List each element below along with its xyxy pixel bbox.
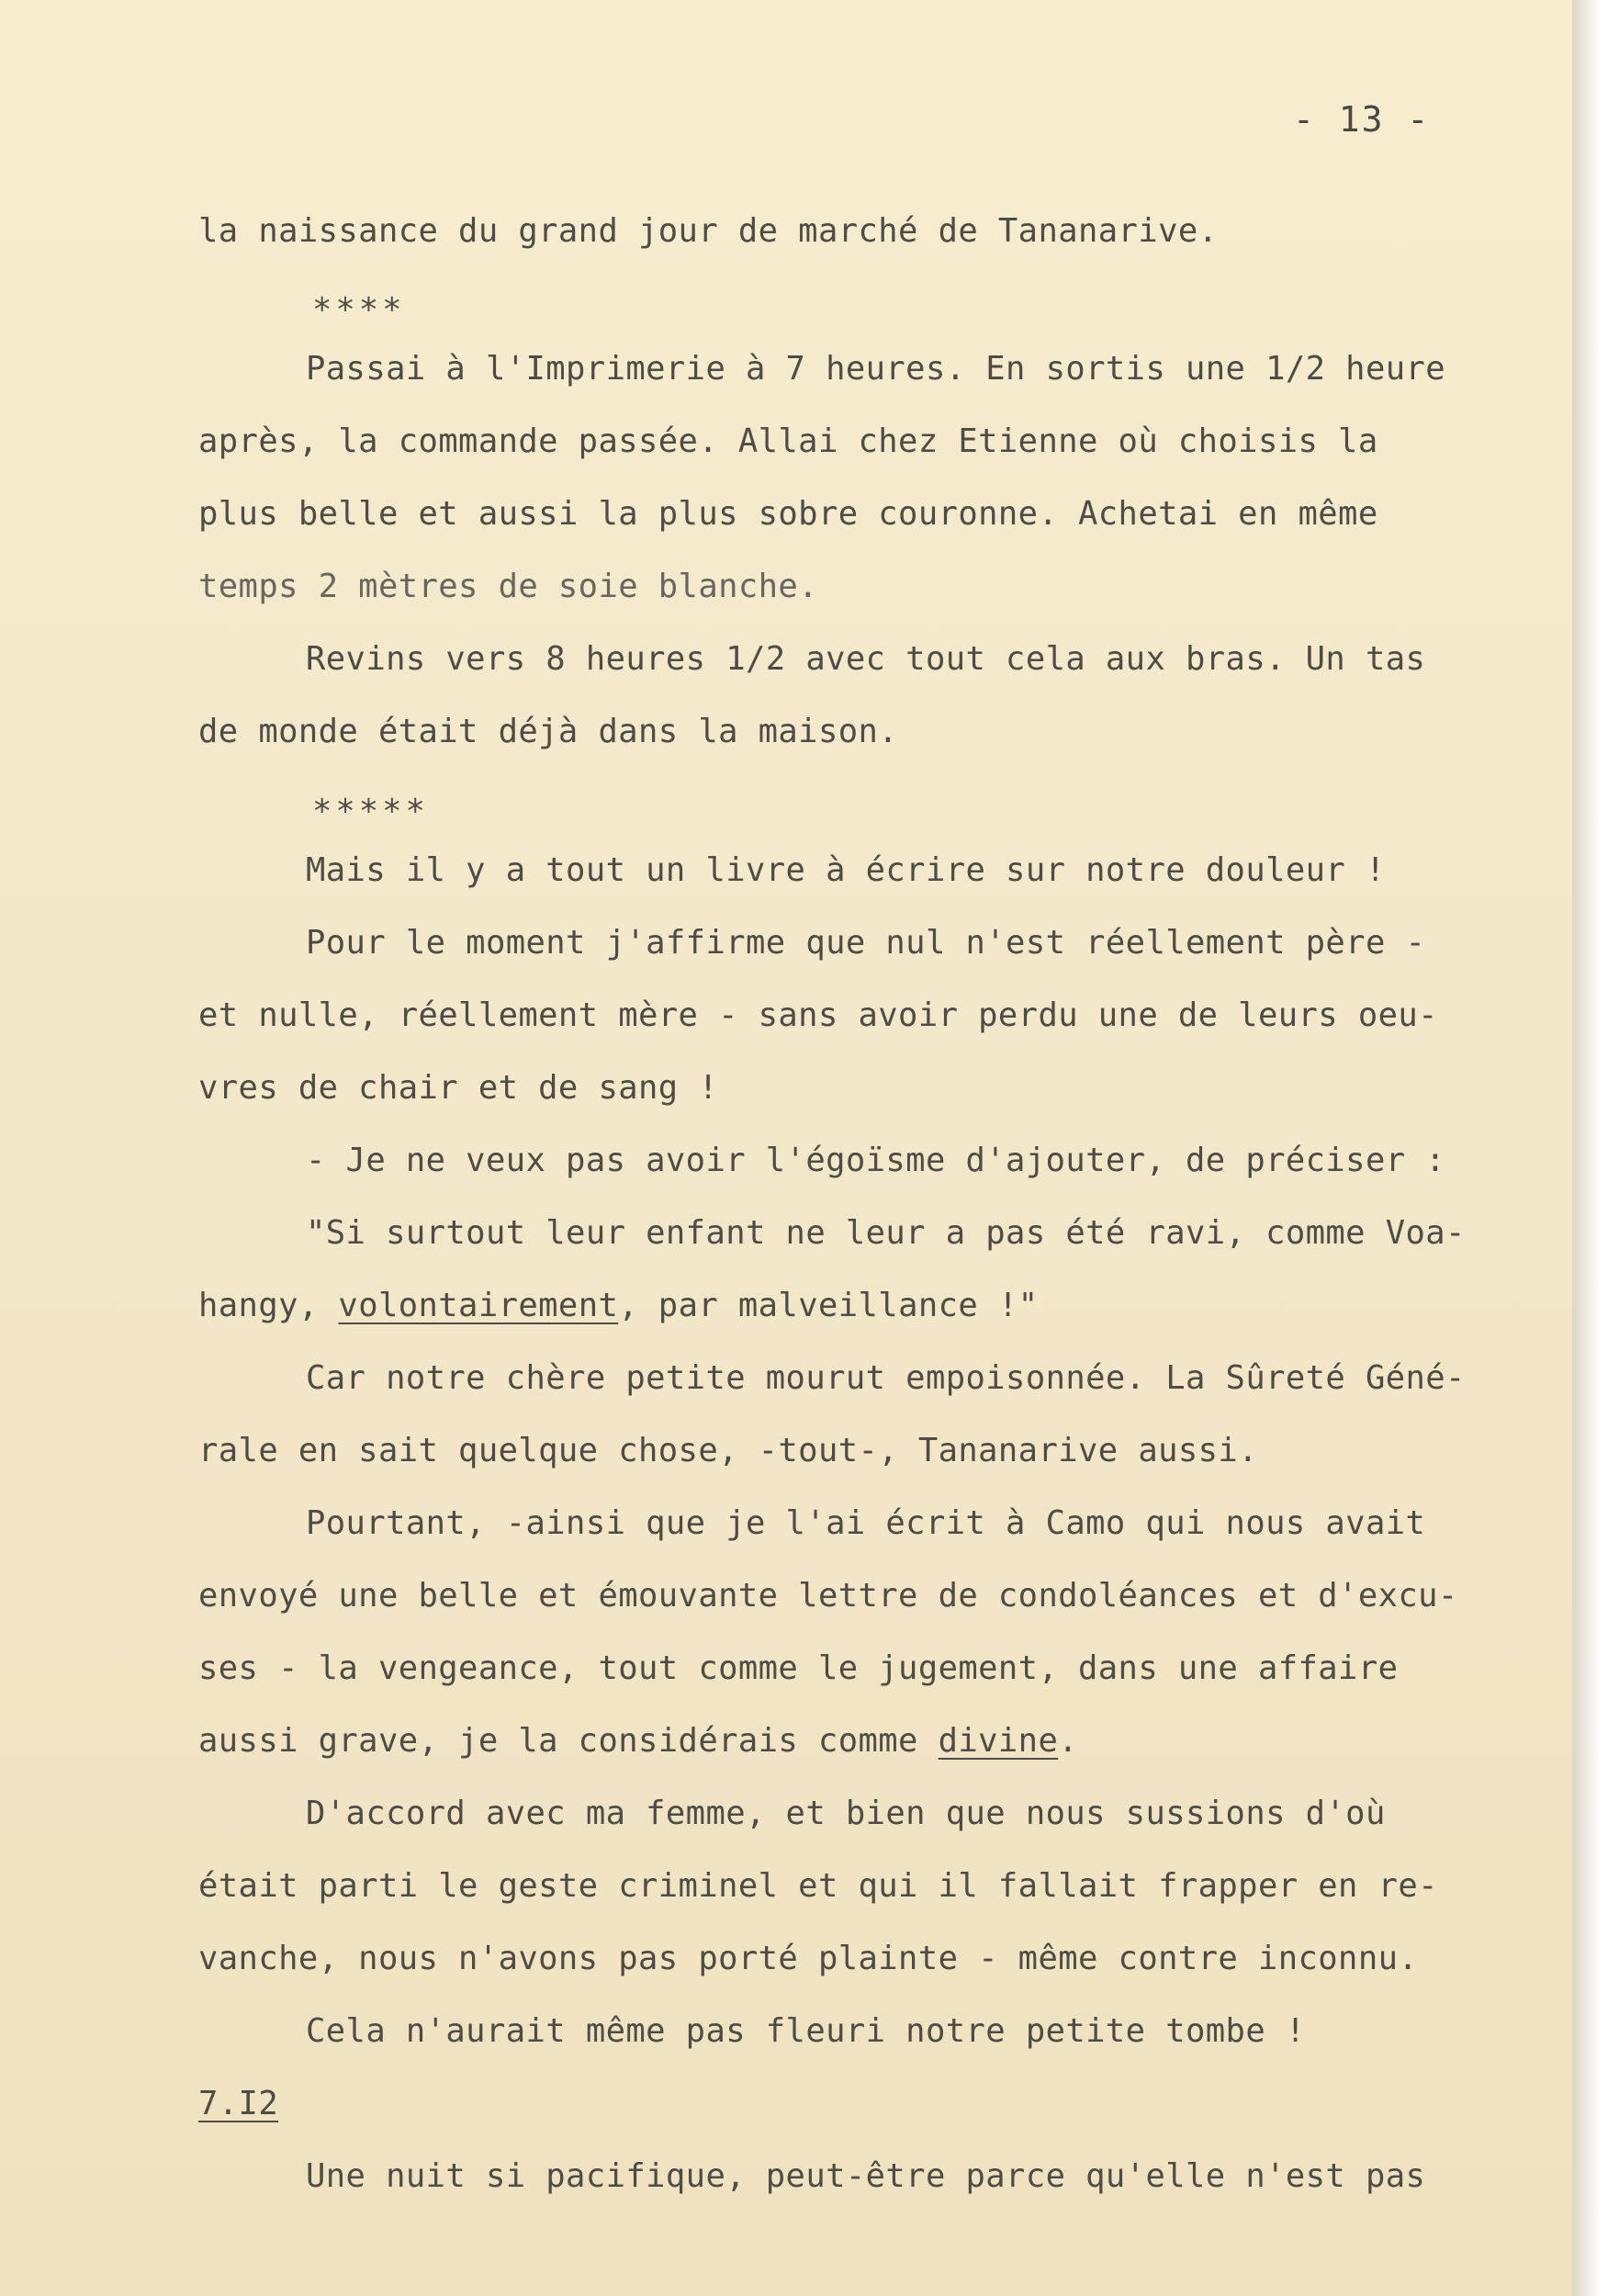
text-line: et nulle, réellement mère - sans avoir perdu une de leurs oeu- xyxy=(198,996,1438,1034)
text-line: après, la commande passée. Allai chez Etienne où choisis la xyxy=(198,422,1378,460)
text-line: Cela n'aurait même pas fleuri notre petite tombe ! xyxy=(306,2012,1306,2050)
text-line: Mais il y a tout un livre à écrire sur notre douleur ! xyxy=(306,851,1386,889)
text-line: la naissance du grand jour de marché de Tananarive. xyxy=(198,212,1219,250)
text-segment: . xyxy=(1058,1722,1079,1760)
text-line: envoyé une belle et émouvante lettre de condoléances et d'excu- xyxy=(198,1577,1458,1615)
text-line: de monde était déjà dans la maison. xyxy=(198,713,899,750)
text-line: temps 2 mètres de soie blanche. xyxy=(198,568,818,605)
page-number: - 13 - xyxy=(1293,99,1431,140)
text-segment: hangy, xyxy=(198,1287,339,1324)
text-line: rale en sait quelque chose, -tout-, Tananarive aussi. xyxy=(198,1432,1258,1469)
text-line: était parti le geste criminel et qui il fallait frapper en re- xyxy=(198,1867,1438,1905)
date-heading: 7.I2 xyxy=(198,2085,279,2122)
text-line: Pourtant, -ainsi que je l'ai écrit à Camo qui nous avait xyxy=(306,1504,1426,1542)
text-segment: aussi grave, je la considérais comme xyxy=(198,1722,939,1760)
text-line: "Si surtout leur enfant ne leur a pas été ravi, comme Voa- xyxy=(306,1214,1466,1252)
text-line: plus belle et aussi la plus sobre couronne. Achetai en même xyxy=(198,495,1378,533)
text-line xyxy=(198,1722,1079,1760)
separator-asterisks: ***** xyxy=(312,793,429,830)
text-line: vres de chair et de sang ! xyxy=(198,1069,719,1107)
text-line: vanche, nous n'avons pas porté plainte - même contre inconnu. xyxy=(198,1940,1419,1977)
text-line: Une nuit si pacifique, peut-être parce qu'elle n'est pas xyxy=(306,2157,1426,2195)
text-line xyxy=(198,1289,1038,1322)
text-line: D'accord avec ma femme, et bien que nous sussions d'où xyxy=(306,1795,1386,1832)
text-line: - Je ne veux pas avoir l'égoïsme d'ajouter, de préciser : xyxy=(306,1142,1446,1179)
text-line: Passai à l'Imprimerie à 7 heures. En sortis une 1/2 heure xyxy=(306,350,1446,388)
text-line: ses - la vengeance, tout comme le jugement, dans une affaire xyxy=(198,1649,1399,1687)
scan-margin xyxy=(1572,0,1619,2296)
text-line: Car notre chère petite mourut empoisonnée. La Sûreté Géné- xyxy=(306,1359,1466,1397)
text-line: Revins vers 8 heures 1/2 avec tout cela aux bras. Un tas xyxy=(306,640,1426,678)
text-segment: , par malveillance !" xyxy=(618,1287,1039,1324)
underlined-word: divine xyxy=(938,1722,1059,1760)
separator-asterisks: **** xyxy=(312,291,406,329)
underlined-word: volontairement xyxy=(338,1287,619,1324)
text-line: Pour le moment j'affirme que nul n'est réellement père - xyxy=(306,924,1426,962)
